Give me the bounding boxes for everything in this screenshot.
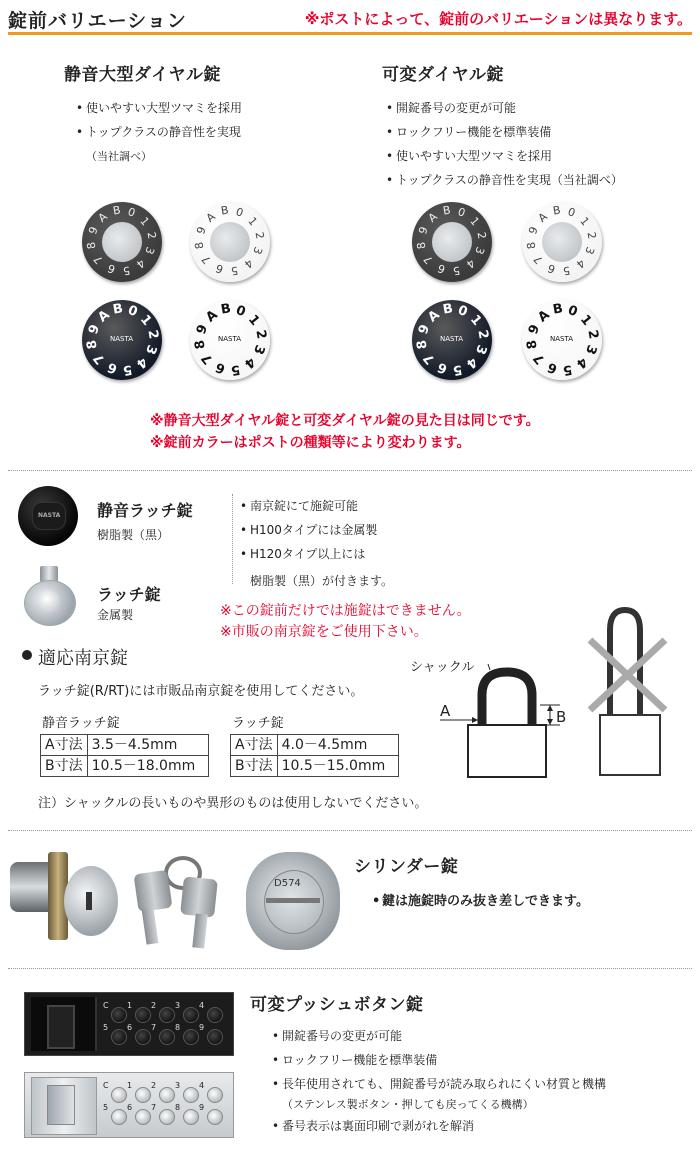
- dial-char: 1: [244, 312, 263, 329]
- dial-char: 1: [137, 214, 152, 229]
- keypad-button: [135, 1029, 151, 1045]
- dial-char: B: [219, 301, 233, 319]
- dial-char: B: [551, 203, 562, 218]
- dial-char: A: [535, 209, 550, 225]
- table1: [40, 734, 209, 777]
- bullet-item: • ロックフリー機能を標準装備: [386, 120, 623, 144]
- dial-char: 2: [474, 230, 489, 241]
- dial-char: 8: [192, 240, 207, 251]
- dial-char: 0: [566, 205, 578, 220]
- table-row: [41, 756, 209, 777]
- bullet-item: • 使いやすい大型ツマミを採用: [76, 96, 242, 120]
- bullet-item: • 南京錠にて施錠可能: [240, 494, 377, 518]
- dial-char: A: [425, 209, 440, 225]
- dial-knob: [412, 300, 492, 380]
- keypad-label: 1: [127, 1081, 133, 1090]
- keypad-label: 5: [103, 1103, 109, 1112]
- keypad-button: [183, 1007, 199, 1023]
- dial-char: 8: [192, 338, 210, 351]
- keypad-button: [111, 1087, 127, 1103]
- dial-char: 5: [451, 360, 464, 378]
- table2-title: ラッチ錠: [232, 716, 284, 731]
- table-row: [231, 735, 399, 756]
- section-title: 錠前バリエーション: [8, 10, 187, 32]
- dial-char: A: [535, 307, 553, 326]
- keypad-button: [111, 1007, 127, 1023]
- dial-knob: [190, 202, 270, 282]
- shackle-label: シャックル: [410, 660, 475, 675]
- dial-center: [210, 222, 250, 262]
- keypad-button: [207, 1007, 223, 1023]
- dial-brand-label: NASTA: [440, 335, 463, 343]
- bullet-item: • トップクラスの静音性を実現: [76, 120, 242, 144]
- dial-lock-title: 静音大型ダイヤル錠: [64, 65, 221, 85]
- bullet-item: • 使いやすい大型ツマミを採用: [386, 144, 623, 168]
- dial-char: 7: [198, 350, 217, 367]
- dial-char: A: [425, 307, 443, 326]
- dial-char: 2: [252, 230, 267, 241]
- dial-char: 6: [545, 359, 559, 377]
- dial-note-1: ※静音大型ダイヤル錠と可変ダイヤル錠の見た目は同じです。: [150, 413, 540, 429]
- dial-char: 0: [456, 205, 468, 220]
- dial-char: 3: [472, 343, 490, 357]
- dial-char: 6: [213, 359, 227, 377]
- dial-char: 5: [451, 263, 462, 278]
- dial-char: 8: [84, 338, 102, 351]
- cylinder-code: D574: [274, 878, 301, 889]
- keypad-label: 3: [175, 1001, 181, 1010]
- table-cell: 3.5－4.5mm: [87, 735, 208, 756]
- dial-char: A: [203, 209, 218, 225]
- table-cell: 10.5－15.0mm: [277, 756, 398, 777]
- dial-char: 9: [525, 322, 544, 336]
- dial-char: 4: [133, 256, 148, 271]
- dial-char: 6: [435, 359, 449, 377]
- bullet-item: • H120タイプ以上には: [240, 542, 377, 566]
- bullet-item: • 番号表示は裏面印刷で剥がれを解消: [272, 1114, 474, 1138]
- dial-char: 9: [526, 224, 541, 236]
- dial-char: 7: [421, 252, 436, 267]
- keypad-button: [135, 1109, 151, 1125]
- keypad-button: [207, 1029, 223, 1045]
- dial-char: 7: [90, 350, 109, 367]
- dial-char: A: [95, 307, 113, 326]
- dial-char: 8: [414, 338, 432, 351]
- cylinder-lock-image: [10, 852, 120, 942]
- keypad-label: 3: [175, 1081, 181, 1090]
- push-lock-black-image: [24, 992, 234, 1056]
- dial-char: 0: [126, 302, 140, 320]
- table-cell: B寸法: [231, 756, 278, 777]
- dial-knob: [82, 300, 162, 380]
- variable-dial-lock-bullets: [386, 96, 623, 192]
- dial-char: 1: [245, 214, 260, 229]
- dial-char: B: [111, 301, 125, 319]
- table-cell: A寸法: [231, 735, 278, 756]
- keypad-label: 4: [199, 1001, 205, 1010]
- cylinder-back-image: [244, 852, 342, 952]
- latch-title: ラッチ錠: [97, 585, 161, 604]
- dial-knob: [412, 202, 492, 282]
- dial-char: 1: [466, 312, 485, 329]
- dial-char: 4: [463, 353, 480, 372]
- dial-char: 4: [463, 256, 478, 271]
- silent-latch-image: [18, 486, 78, 546]
- dial-center: [542, 222, 582, 262]
- header-note: ※ポストによって、錠前のバリエーションは異なります。: [304, 10, 692, 28]
- long-shackle-crossed-diagram: [580, 600, 680, 780]
- dial-char: 8: [84, 240, 99, 251]
- latch-image: [24, 566, 74, 624]
- latch-bullet-cont: 樹脂製（黒）が付きます。: [250, 574, 394, 588]
- dial-char: 1: [577, 214, 592, 229]
- keypad-button: [183, 1029, 199, 1045]
- dial-char: 5: [561, 360, 574, 378]
- table-cell: B寸法: [41, 756, 88, 777]
- dial-char: 9: [415, 322, 434, 336]
- dial-char: 3: [250, 245, 265, 257]
- keypad-button: [159, 1109, 175, 1125]
- dial-center: [432, 222, 472, 262]
- table-cell: 10.5－18.0mm: [87, 756, 208, 777]
- dial-char: 9: [86, 224, 101, 236]
- push-lock-silver-image: [24, 1072, 234, 1138]
- keypad-label: 7: [151, 1023, 157, 1032]
- keypad-button: [159, 1087, 175, 1103]
- dial-char: B: [441, 203, 452, 218]
- keypad-label: 2: [151, 1001, 157, 1010]
- dial-char: 3: [472, 245, 487, 257]
- keypad-label: 9: [199, 1103, 205, 1112]
- dial-char: 0: [126, 205, 138, 220]
- push-lock-bullets: [272, 1024, 606, 1096]
- padlock-heading: 適応南京錠: [38, 648, 128, 669]
- table-cell: 4.0－4.5mm: [277, 735, 398, 756]
- keypad-button: [135, 1007, 151, 1023]
- dial-char: 6: [435, 261, 447, 276]
- keypad-button: [111, 1109, 127, 1125]
- silent-latch-title: 静音ラッチ錠: [97, 501, 193, 520]
- keypad-label: 2: [151, 1081, 157, 1090]
- dial-knob: [190, 300, 270, 380]
- dial-char: 0: [234, 302, 248, 320]
- heading-dot: [22, 650, 32, 660]
- keypad-label: 9: [199, 1023, 205, 1032]
- dim-a-label: A: [440, 702, 451, 720]
- dial-char: 3: [582, 245, 597, 257]
- dial-note-2: ※錠前カラーはポストの種類等により変わります。: [150, 435, 471, 451]
- dial-char: 5: [229, 263, 240, 278]
- keypad-label: 8: [175, 1103, 181, 1112]
- table1-title: 静音ラッチ錠: [42, 716, 120, 731]
- dial-char: 4: [573, 353, 590, 372]
- keypad-label: C: [103, 1001, 109, 1010]
- dial-char: B: [441, 301, 455, 319]
- dial-char: 2: [473, 328, 491, 341]
- keypad-label: 4: [199, 1081, 205, 1090]
- dial-char: 9: [193, 322, 212, 336]
- dial-char: B: [219, 203, 230, 218]
- padlock-desc: ラッチ錠(R/RT)には市販品南京錠を使用してください。: [38, 684, 364, 699]
- dial-char: 0: [234, 205, 246, 220]
- dial-char: 0: [456, 302, 470, 320]
- dial-char: 8: [524, 240, 539, 251]
- dial-char: 2: [144, 230, 159, 241]
- push-lock-last-bullet: [272, 1114, 474, 1138]
- keypad-button: [159, 1029, 175, 1045]
- keypad-button: [207, 1109, 223, 1125]
- dial-knob: [522, 300, 602, 380]
- dial-char: 3: [250, 343, 268, 357]
- dial-char: B: [111, 203, 122, 218]
- dial-char: 6: [105, 261, 117, 276]
- dial-char: 5: [229, 360, 242, 378]
- cylinder-bullets: [372, 890, 589, 914]
- dial-char: A: [203, 307, 221, 326]
- dial-char: 7: [199, 252, 214, 267]
- keypad-label: 7: [151, 1103, 157, 1112]
- silent-latch-material: 樹脂製（黒）: [97, 528, 170, 542]
- dial-char: 8: [524, 338, 542, 351]
- keypad-label: 6: [127, 1023, 133, 1032]
- dial-char: 6: [105, 359, 119, 377]
- keypad-button: [183, 1109, 199, 1125]
- dim-b-label: B: [556, 708, 567, 726]
- dial-char: 7: [531, 252, 546, 267]
- dial-char: 4: [573, 256, 588, 271]
- keypad-button: [159, 1007, 175, 1023]
- latch-bullets: [240, 494, 377, 566]
- keypad-label: 8: [175, 1023, 181, 1032]
- dial-char: 7: [91, 252, 106, 267]
- divider: [8, 470, 692, 471]
- push-lock-sub: （ステンレス製ボタン・押しても戻ってくる機構）: [282, 1098, 534, 1111]
- keypad-label: 1: [127, 1001, 133, 1010]
- dial-char: 1: [136, 312, 155, 329]
- latch-red-note-1: ※この錠前だけでは施錠はできません。: [220, 603, 471, 619]
- dial-char: 1: [576, 312, 595, 329]
- dial-char: 6: [545, 261, 557, 276]
- padlock-footnote: 注）シャックルの長いものや異形のものは使用しないでください。: [38, 796, 428, 811]
- dial-brand-label: NASTA: [218, 335, 241, 343]
- dial-char: 3: [142, 245, 157, 257]
- dial-char: A: [95, 209, 110, 225]
- dial-char: 6: [213, 261, 225, 276]
- dial-char: 4: [241, 353, 258, 372]
- dial-char: 4: [133, 353, 150, 372]
- dial-char: 2: [143, 328, 161, 341]
- bullet-item: • トップクラスの静音性を実現（当社調べ）: [386, 168, 623, 192]
- dial-char: 7: [530, 350, 549, 367]
- keypad-label: C: [103, 1081, 109, 1090]
- dial-char: 2: [251, 328, 269, 341]
- dial-char: 5: [121, 360, 134, 378]
- latch-red-note-2: ※市販の南京錠をご使用下さい。: [220, 624, 428, 640]
- dial-char: 0: [566, 302, 580, 320]
- keypad-label: 5: [103, 1023, 109, 1032]
- keypad-label: 6: [127, 1103, 133, 1112]
- dial-char: 9: [416, 224, 431, 236]
- dial-char: 3: [142, 343, 160, 357]
- dial-char: B: [551, 301, 565, 319]
- dial-knob: [522, 202, 602, 282]
- dial-center: [102, 222, 142, 262]
- dial-char: 2: [584, 230, 599, 241]
- dial-char: 2: [583, 328, 601, 341]
- bullet-item: • 開錠番号の変更が可能: [386, 96, 623, 120]
- dial-char: 1: [467, 214, 482, 229]
- dial-brand-label: NASTA: [550, 335, 573, 343]
- dial-char: 8: [414, 240, 429, 251]
- dial-lock-bullets: [76, 96, 242, 144]
- header-divider: [8, 32, 692, 35]
- table2: [230, 734, 399, 777]
- bullet-item: • 鍵は施錠時のみ抜き差しできます。: [372, 890, 589, 914]
- research-note: （当社調べ）: [86, 150, 152, 163]
- brand-label: NASTA: [38, 512, 61, 519]
- variable-dial-lock-title: 可変ダイヤル錠: [382, 65, 504, 85]
- keypad-button: [207, 1087, 223, 1103]
- table-row: [231, 756, 399, 777]
- vertical-divider: [232, 494, 235, 584]
- latch-material: 金属製: [97, 608, 134, 622]
- keys-image: [124, 850, 234, 950]
- dial-char: 4: [241, 256, 256, 271]
- bullet-item: • 開錠番号の変更が可能: [272, 1024, 606, 1048]
- dial-char: 3: [582, 343, 600, 357]
- push-lock-title: 可変プッシュボタン錠: [250, 995, 424, 1015]
- table-row: [41, 735, 209, 756]
- dial-char: 9: [85, 322, 104, 336]
- divider: [8, 968, 692, 969]
- dial-char: 5: [561, 263, 572, 278]
- divider: [8, 830, 692, 831]
- dial-brand-label: NASTA: [110, 335, 133, 343]
- keypad-button: [135, 1087, 151, 1103]
- keypad-button: [111, 1029, 127, 1045]
- bullet-item: • H100タイプには金属製: [240, 518, 377, 542]
- dial-char: 7: [420, 350, 439, 367]
- cylinder-lock-title: シリンダー錠: [354, 857, 459, 877]
- bullet-item: • ロックフリー機能を標準装備: [272, 1048, 606, 1072]
- bullet-item: • 長年使用されても、開錠番号が読み取られにくい材質と機構: [272, 1072, 606, 1096]
- dial-char: 9: [194, 224, 209, 236]
- keypad-button: [183, 1087, 199, 1103]
- dial-char: 5: [121, 263, 132, 278]
- dial-knob: [82, 202, 162, 282]
- table-cell: A寸法: [41, 735, 88, 756]
